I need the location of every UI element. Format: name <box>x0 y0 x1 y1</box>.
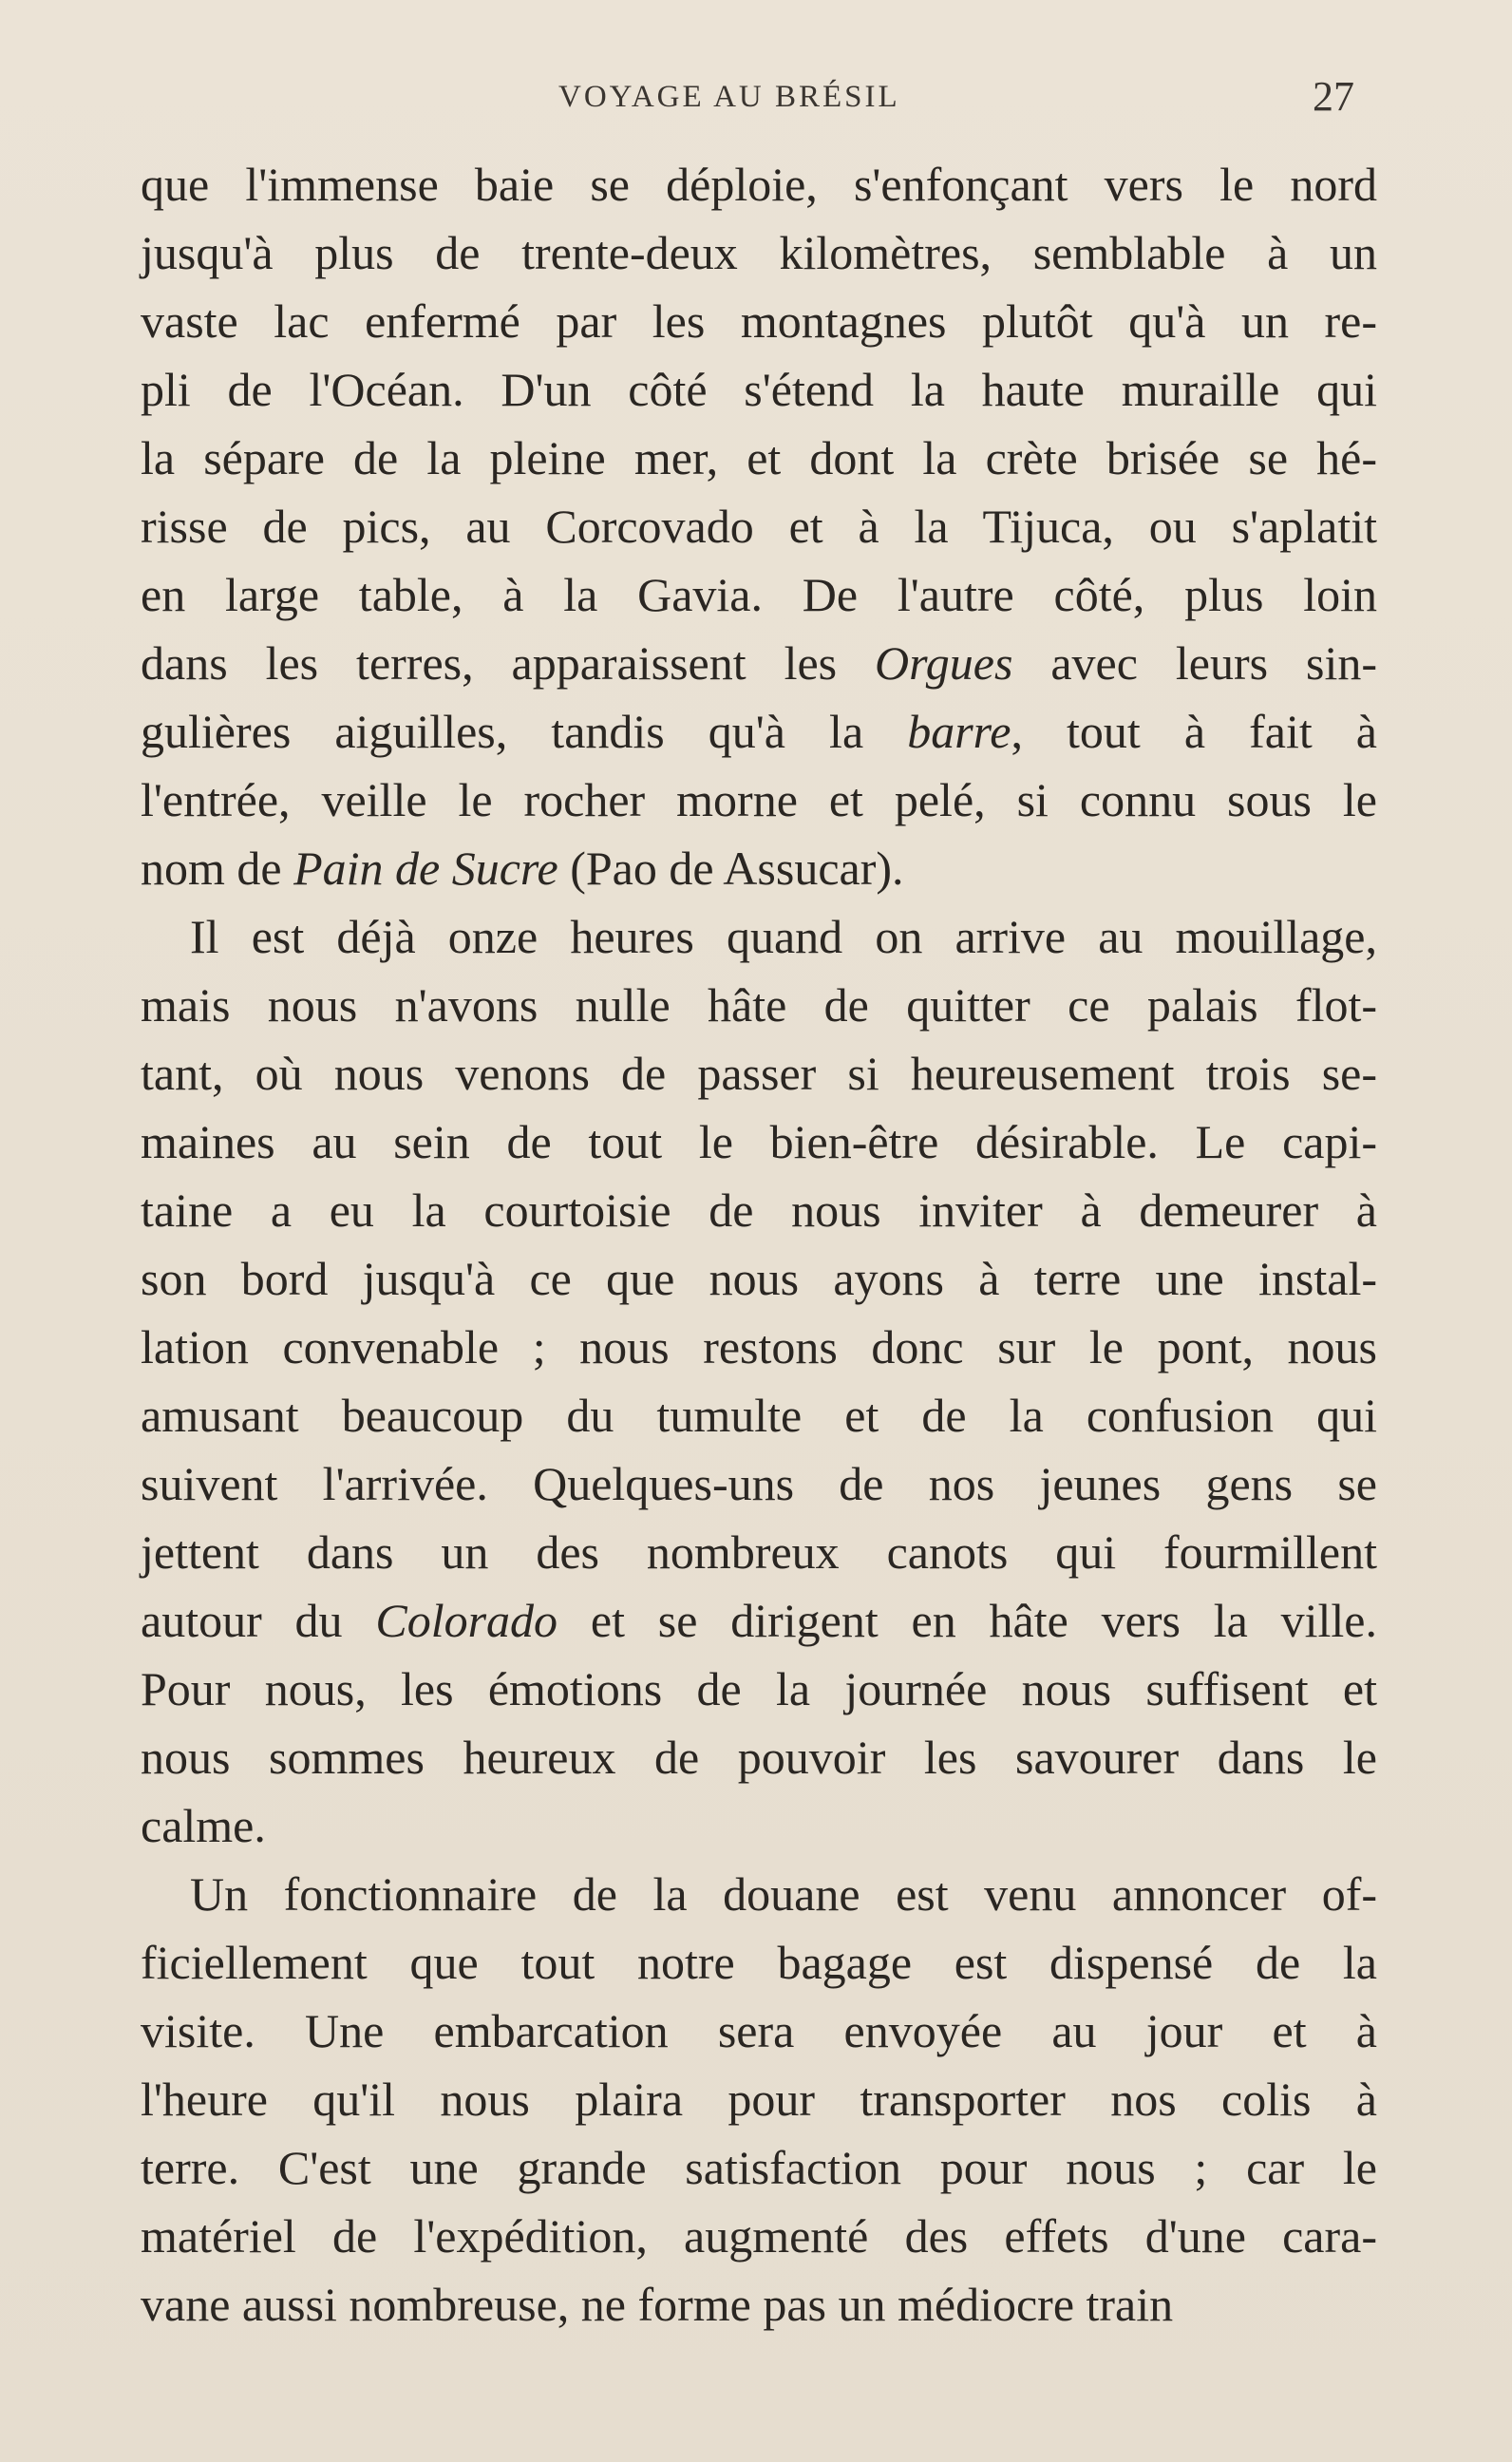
text-run: suivent l'arrivée. Quelques-uns de nos jeunes gens se <box>141 1457 1377 1510</box>
text-line <box>141 2133 1377 2202</box>
text-line <box>141 355 1377 424</box>
text-run: lation convenable ; nous restons donc sur le pont, nous <box>141 1320 1377 1373</box>
text-run: calme. <box>141 1799 266 1852</box>
text-line <box>141 2065 1377 2133</box>
paragraph <box>141 150 1377 902</box>
text-line <box>141 971 1377 1039</box>
text-run: son bord jusqu'à ce que nous ayons à terre une instal- <box>141 1252 1377 1305</box>
text-run: terre. C'est une grande satisfaction pour nous ; car le <box>141 2141 1377 2194</box>
text-run: tant, où nous venons de passer si heureusement trois se- <box>141 1047 1377 1100</box>
text-run: jusqu'à plus de trente-deux kilomètres, semblable à un <box>141 226 1377 279</box>
text-run: l'entrée, veille le rocher morne et pelé, si connu sous le <box>141 773 1377 826</box>
text-line <box>141 2202 1377 2270</box>
paragraph <box>141 902 1377 1860</box>
text-line <box>141 629 1377 697</box>
text-run: ficiellement que tout notre bagage est dispensé de la <box>141 1936 1377 1989</box>
text-run: mais nous n'avons nulle hâte de quitter ce palais flot- <box>141 978 1377 1032</box>
text-line <box>141 1244 1377 1313</box>
text-line <box>141 1586 1377 1655</box>
text-run: en large table, à la Gavia. De l'autre côté, plus loin <box>141 568 1377 621</box>
text-run: que l'immense baie se déploie, s'enfonçant vers le nord <box>141 158 1377 211</box>
text-line <box>141 2270 1377 2339</box>
text-line <box>141 1723 1377 1791</box>
text-run: et se dirigent en hâte vers la ville. <box>558 1594 1377 1647</box>
text-line <box>141 1997 1377 2065</box>
text-run: avec leurs sin- <box>1012 636 1377 690</box>
text-run: risse de pics, au Corcovado et à la Tijuca, ou s'aplatit <box>141 500 1377 553</box>
text-line <box>141 902 1377 971</box>
running-head <box>0 68 1512 125</box>
text-run: nous sommes heureux de pouvoir les savourer dans le <box>141 1731 1377 1784</box>
text-line <box>141 1449 1377 1518</box>
text-line <box>141 766 1377 834</box>
text-line <box>141 492 1377 560</box>
text-line <box>141 560 1377 629</box>
text-run: autour du <box>141 1594 376 1647</box>
text-line <box>141 424 1377 492</box>
italic-text: Orgues <box>875 636 1013 690</box>
text-line <box>141 1039 1377 1108</box>
text-run: matériel de l'expédition, augmenté des effets d'une cara- <box>141 2209 1377 2263</box>
text-line <box>141 1928 1377 1997</box>
text-run: visite. Une embarcation sera envoyée au jour et à <box>141 2004 1377 2057</box>
text-run: Un fonctionnaire de la douane est venu annoncer of- <box>190 1867 1377 1921</box>
text-run: l'heure qu'il nous plaira pour transporter nos colis à <box>141 2073 1377 2126</box>
text-run: gulières aiguilles, tandis qu'à la <box>141 705 908 758</box>
text-line <box>141 1176 1377 1244</box>
running-title: VOYAGE AU BRÉSIL <box>558 80 900 114</box>
italic-text: Colorado <box>375 1594 558 1647</box>
text-line <box>141 834 1377 902</box>
text-run: Pour nous, les émotions de la journée nous suffisent et <box>141 1662 1377 1715</box>
text-run: , tout à fait à <box>1011 705 1377 758</box>
body-text <box>141 150 1377 2339</box>
page-number: 27 <box>1313 73 1354 120</box>
text-run: amusant beaucoup du tumulte et de la confusion qui <box>141 1389 1377 1442</box>
text-line <box>141 1381 1377 1449</box>
text-line <box>141 1108 1377 1176</box>
text-run: vaste lac enfermé par les montagnes plutôt qu'à un re- <box>141 294 1377 348</box>
text-line <box>141 1860 1377 1928</box>
text-line <box>141 218 1377 287</box>
text-run: la sépare de la pleine mer, et dont la crète brisée se hé- <box>141 431 1377 484</box>
text-run: Il est déjà onze heures quand on arrive au mouillage, <box>190 910 1377 963</box>
italic-text: Pain de Sucre <box>293 842 558 895</box>
paragraph <box>141 1860 1377 2339</box>
text-run: nom de <box>141 842 294 895</box>
text-run: (Pao de Assucar). <box>558 842 904 895</box>
text-line <box>141 1655 1377 1723</box>
text-run: vane aussi nombreuse, ne forme pas un médiocre train <box>141 2278 1174 2331</box>
text-line <box>141 287 1377 355</box>
text-run: maines au sein de tout le bien-être désirable. Le capi- <box>141 1115 1377 1168</box>
italic-text: barre <box>907 705 1011 758</box>
text-line <box>141 150 1377 218</box>
text-line <box>141 1313 1377 1381</box>
text-run: dans les terres, apparaissent les <box>141 636 876 690</box>
text-line <box>141 1518 1377 1586</box>
text-line <box>141 1791 1377 1860</box>
text-run: taine a eu la courtoisie de nous inviter à demeurer à <box>141 1184 1377 1237</box>
text-run: pli de l'Océan. D'un côté s'étend la haute muraille qui <box>141 363 1377 416</box>
text-line <box>141 697 1377 766</box>
text-run: jettent dans un des nombreux canots qui fourmillent <box>141 1525 1377 1579</box>
